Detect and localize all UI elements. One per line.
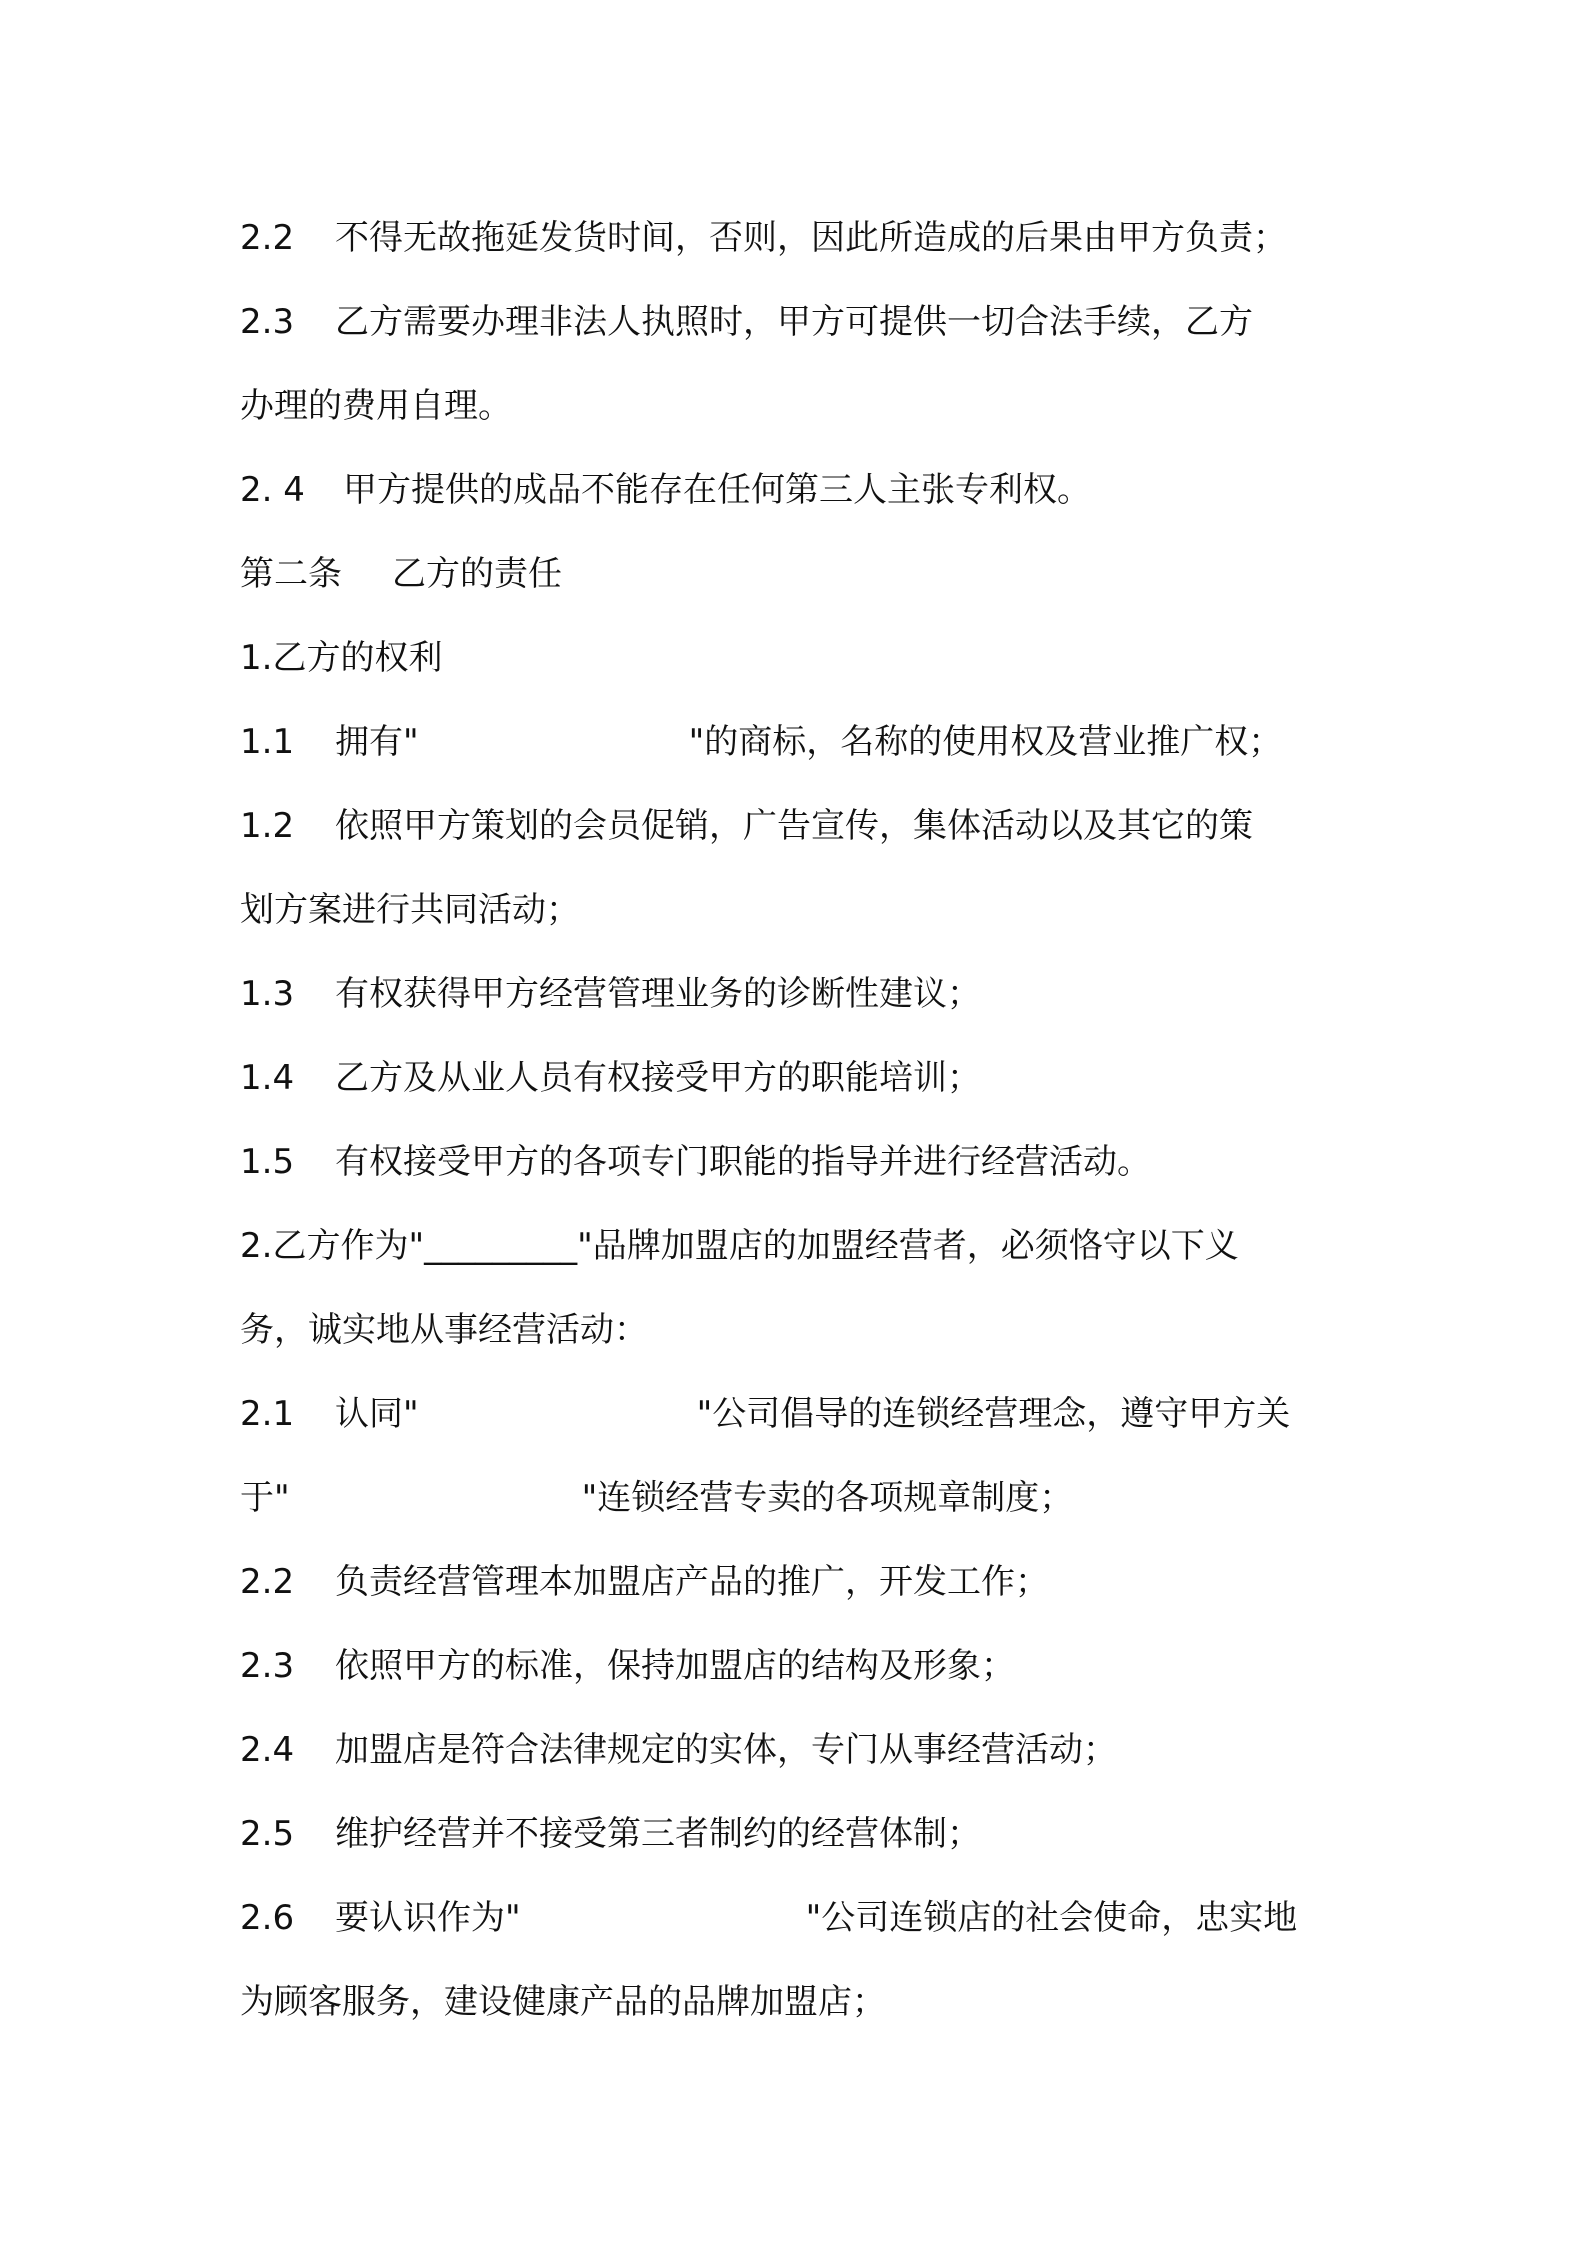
clause-text: 乙方需要办理非法人执照时，甲方可提供一切合法手续，乙方 xyxy=(335,302,1253,342)
clause-text: 加盟店是符合法律规定的实体，专门从事经营活动； xyxy=(335,1730,1117,1770)
clause-1-5-guidance xyxy=(240,1120,1360,1204)
article-number: 第二条 xyxy=(240,554,342,594)
clause-text: 为顾客服务，建设健康产品的品牌加盟店； xyxy=(240,1982,886,2022)
clause-number: 2.2 xyxy=(240,1562,295,1602)
clause-text-before-blank: 认同" xyxy=(335,1394,419,1434)
clause-2-6-continuation xyxy=(240,1960,1360,2044)
clause-text: 依照甲方的标准，保持加盟店的结构及形象； xyxy=(335,1646,1015,1686)
clause-1-1-trademark xyxy=(240,700,1360,784)
clause-text-after-blank: "公司倡导的连锁经营理念，遵守甲方关 xyxy=(696,1394,1291,1434)
clause-text-before-blank: 拥有" xyxy=(335,722,419,762)
clause-2-4-legal-entity xyxy=(240,1708,1360,1792)
section-heading-obligations xyxy=(240,1204,1360,1288)
clause-2-2-delivery xyxy=(240,196,1360,280)
clause-1-4-training xyxy=(240,1036,1360,1120)
clause-2-4-patent xyxy=(240,448,1360,532)
clause-text: 不得无故拖延发货时间，否则，因此所造成的后果由甲方负责； xyxy=(335,218,1287,258)
clause-text: 划方案进行共同活动； xyxy=(240,890,580,930)
section-title: 务，诚实地从事经营活动： xyxy=(240,1310,648,1350)
clause-number: 1.4 xyxy=(240,1058,295,1098)
clause-2-1-philosophy xyxy=(240,1372,1360,1456)
clause-1-2-continuation xyxy=(240,868,1360,952)
clause-number: 1.2 xyxy=(240,806,295,846)
clause-text-before-blank: 于" xyxy=(240,1478,290,1518)
clause-number: 2.1 xyxy=(240,1394,295,1434)
clause-number: 2.3 xyxy=(240,302,295,342)
section-title: 1.乙方的权利 xyxy=(240,638,443,678)
clause-number: 1.3 xyxy=(240,974,295,1014)
clause-2-1-continuation xyxy=(240,1456,1360,1540)
clause-text-after-blank: "的商标，名称的使用权及营业推广权； xyxy=(688,722,1283,762)
document-body xyxy=(240,196,1360,2044)
clause-text: 办理的费用自理。 xyxy=(240,386,512,426)
clause-text: 维护经营并不接受第三者制约的经营体制； xyxy=(335,1814,981,1854)
clause-number: 1.1 xyxy=(240,722,295,762)
clause-number: 2.2 xyxy=(240,218,295,258)
clause-2-3-standards xyxy=(240,1624,1360,1708)
clause-number: 2. 4 xyxy=(240,470,305,510)
section-heading-rights xyxy=(240,616,1360,700)
clause-text: 甲方提供的成品不能存在任何第三人主张专利权。 xyxy=(343,470,1091,510)
clause-number: 2.3 xyxy=(240,1646,295,1686)
clause-number: 2.4 xyxy=(240,1730,295,1770)
clause-1-2-promotion xyxy=(240,784,1360,868)
clause-number: 2.5 xyxy=(240,1814,295,1854)
clause-2-2-promotion-work xyxy=(240,1540,1360,1624)
clause-text-after-blank: "公司连锁店的社会使命，忠实地 xyxy=(805,1898,1298,1938)
clause-text-after-blank: "连锁经营专卖的各项规章制度； xyxy=(581,1478,1074,1518)
clause-2-5-independence xyxy=(240,1792,1360,1876)
section-heading-continuation xyxy=(240,1288,1360,1372)
clause-text: 有权接受甲方的各项专门职能的指导并进行经营活动。 xyxy=(335,1142,1151,1182)
clause-text: 负责经营管理本加盟店产品的推广，开发工作； xyxy=(335,1562,1049,1602)
clause-2-3-continuation xyxy=(240,364,1360,448)
clause-text: 依照甲方策划的会员促销，广告宣传，集体活动以及其它的策 xyxy=(335,806,1253,846)
clause-1-3-advice xyxy=(240,952,1360,1036)
clause-number: 2.6 xyxy=(240,1898,295,1938)
clause-text-before-blank: 要认识作为" xyxy=(335,1898,521,1938)
clause-number: 1.5 xyxy=(240,1142,295,1182)
article-title: 乙方的责任 xyxy=(392,554,562,594)
clause-2-6-mission xyxy=(240,1876,1360,1960)
clause-text: 有权获得甲方经营管理业务的诊断性建议； xyxy=(335,974,981,1014)
section-title: 2.乙方作为"_________"品牌加盟店的加盟经营者，必须恪守以下义 xyxy=(240,1226,1239,1266)
article-heading xyxy=(240,532,1360,616)
clause-2-3-license xyxy=(240,280,1360,364)
clause-text: 乙方及从业人员有权接受甲方的职能培训； xyxy=(335,1058,981,1098)
